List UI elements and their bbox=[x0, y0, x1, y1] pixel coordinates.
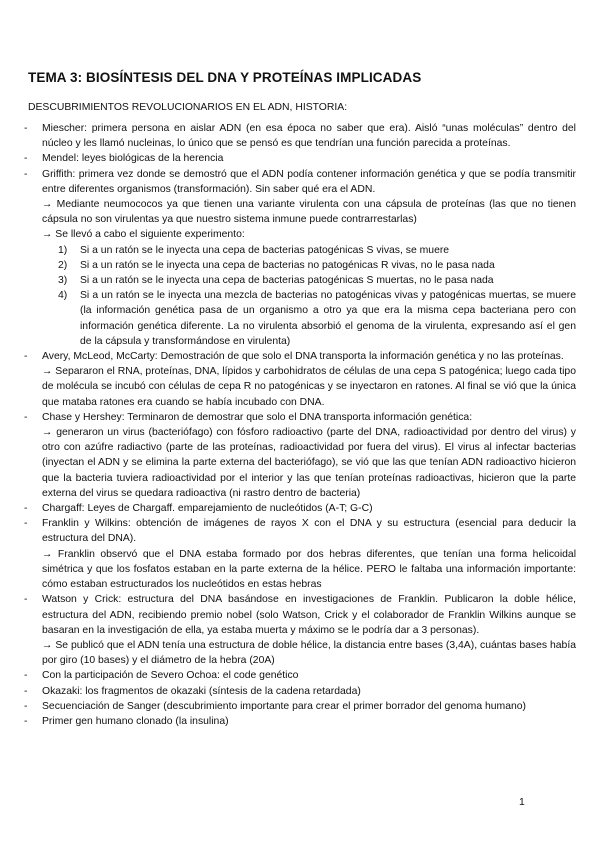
bullet-dash: - bbox=[24, 351, 28, 363]
experiment-step-3 bbox=[24, 273, 576, 288]
item-text: Primer gen humano clonado (la insulina) bbox=[42, 715, 229, 727]
item-text: Mendel: leyes biológicas de la herencia bbox=[42, 153, 224, 165]
experiment-step-4 bbox=[24, 288, 576, 349]
bullet-dash: - bbox=[24, 715, 28, 727]
item-text: Chargaff: Leyes de Chargaff. emparejamiento de nucleótidos (A-T; G-C) bbox=[42, 503, 373, 515]
item-text: Avery, McLeod, McCarty: Demostración de que solo el DNA transporta la información genética y no las proteínas. bbox=[42, 351, 564, 363]
list-item-griffith bbox=[24, 167, 576, 197]
bullet-dash: - bbox=[24, 594, 28, 606]
item-text: Con la participación de Severo Ochoa: el code genético bbox=[42, 670, 299, 682]
list-item-watson-crick bbox=[24, 592, 576, 638]
item-text: Watson y Crick: estructura del DNA basándose en investigaciones de Franklin. Publicaron la doble hélice, estructura del ADN, recibiendo premio nobel (solo Watson, Crick y el colaborador de Franklin Wilkins aunque se basaran en la investigación de ella, ya estaba muerta y máximo se le podría dar a 3 personas). bbox=[42, 594, 576, 636]
item-text: Okazaki: los fragmentos de okazaki (síntesis de la cadena retardada) bbox=[42, 685, 361, 697]
watson-note: → Se publicó que el ADN tenía una estructura de doble hélice, la distancia entre bases (3,4A), cuántas bases había por giro (10 bases) y el diámetro de la hebra (20A) bbox=[42, 639, 576, 667]
section-subtitle: DESCUBRIMIENTOS REVOLUCIONARIOS EN EL ADN, HISTORIA: bbox=[28, 102, 348, 113]
griffith-note-1: → Mediante neumococos ya que tienen una variante virulenta con una cápsula de proteínas (las que no tienen cápsula no son virulentas ya que nuestro sistema inmune puede contrarrestarlas) bbox=[42, 199, 576, 226]
franklin-note: → Franklin observó que el DNA estaba formado por dos hebras diferentes, que tenían una forma helicoidal simétrica y que los fosfatos estaban en la parte externa de la hélice. PERO le faltaba una información importante: cómo estaban estructurados los nucleótidos en estas hebras bbox=[42, 548, 576, 591]
step-text: Si a un ratón se le inyecta una cepa de bacterias patogénicas S vivas, se muere bbox=[80, 244, 450, 256]
list-item-avery bbox=[24, 349, 576, 364]
list-item-miescher bbox=[24, 121, 576, 151]
item-text: Secuenciación de Sanger (descubrimiento importante para crear el primer borrador del genoma humano) bbox=[42, 700, 527, 712]
bullet-dash: - bbox=[24, 700, 28, 712]
step-number: 1) bbox=[58, 244, 68, 256]
list-item-sanger bbox=[24, 699, 576, 714]
experiment-step-2 bbox=[24, 258, 576, 273]
page-title: TEMA 3: BIOSÍNTESIS DEL DNA Y PROTEÍNAS IMPLICADAS bbox=[28, 70, 422, 85]
list-item-chase-hershey bbox=[24, 410, 576, 425]
list-item-insulin bbox=[24, 714, 576, 729]
item-text: Griffith: primera vez donde se demostró que el ADN podía contener información genética y que se podía transmitir entre diferentes organismos (transformación). Sin saber qué era el ADN. bbox=[42, 168, 576, 195]
step-text: Si a un ratón se le inyecta una mezcla de bacterias no patogénicas vivas y patogénicas muertas, se muere (la información genética pasa de un organismo a otro ya que era la misma cepa bacteriana pero con información genética diferente. La no virulenta absorbió el genoma de la virulenta, expresando así el gen de la cápsula y transformándose en virulenta) bbox=[80, 290, 576, 347]
step-text: Si a un ratón se le inyecta una cepa de bacterias patogénicas S muertas, no le pasa nada bbox=[80, 275, 494, 287]
list-item-franklin-wilkins bbox=[24, 516, 576, 546]
step-number: 4) bbox=[58, 290, 68, 302]
bullet-dash: - bbox=[24, 168, 28, 180]
step-number: 3) bbox=[58, 275, 68, 287]
bullet-dash: - bbox=[24, 503, 28, 515]
bullet-dash: - bbox=[24, 518, 28, 530]
bullet-dash: - bbox=[24, 685, 28, 697]
item-text: Chase y Hershey: Terminaron de demostrar que solo el DNA transporta información genética: bbox=[42, 411, 473, 423]
step-number: 2) bbox=[58, 259, 68, 271]
item-text: Miescher: primera persona en aislar ADN (en esa época no saber que era). Aisló “unas moléculas” dentro del núcleo y les llamó nucleinas, lo único que se pensó es que tendrían una función parecida a proteínas. bbox=[42, 123, 576, 150]
chase-note: → generaron un virus (bacteriófago) con fósforo radioactivo (parte del DNA, radioactividad por dentro del virus) y otro con azúfre radiactivo (parte de las proteínas, radioactividad por fuera del virus). El virus al infectar bacterias (inyectan el ADN y se elimina la parte externa del bacteriófago), se vió que las que tenían ADN radioactivo hicieron que la bacteria tuviera radioactividad por el interior y las que tenían proteínas radioactivas, hicieron que la parte externa del virus se quedara radioactiva (ni rastro dentro de bacteria) bbox=[42, 427, 576, 499]
avery-note: → Separaron el RNA, proteínas, DNA, lípidos y carbohidratos de células de una cepa S patogénica; luego cada tipo de molécula se incubó con células de cepa R no patogénicas y se inyectaron en ratones. Al final se vió que la única que mataba ratones era cuando se había incubado con DNA. bbox=[42, 366, 576, 408]
page-number: 1 bbox=[519, 797, 525, 808]
griffith-note-2: → Se llevó a cabo el siguiente experimento: bbox=[42, 229, 245, 241]
list-item-mendel bbox=[24, 151, 576, 166]
bullet-dash: - bbox=[24, 411, 28, 423]
experiment-step-1 bbox=[24, 243, 576, 258]
step-text: Si a un ratón se le inyecta una cepa de bacterias no patogénicas R vivas, no le pasa nada bbox=[80, 259, 495, 271]
discoveries-list bbox=[24, 121, 576, 729]
item-text: Franklin y Wilkins: obtención de imágenes de rayos X con el DNA y su estructura (esencial para deducir la estructura del DNA). bbox=[42, 518, 576, 545]
bullet-dash: - bbox=[24, 153, 28, 165]
bullet-dash: - bbox=[24, 670, 28, 682]
list-item-chargaff bbox=[24, 501, 576, 516]
bullet-dash: - bbox=[24, 123, 28, 134]
list-item-okazaki bbox=[24, 684, 576, 699]
list-item-ochoa bbox=[24, 668, 576, 683]
